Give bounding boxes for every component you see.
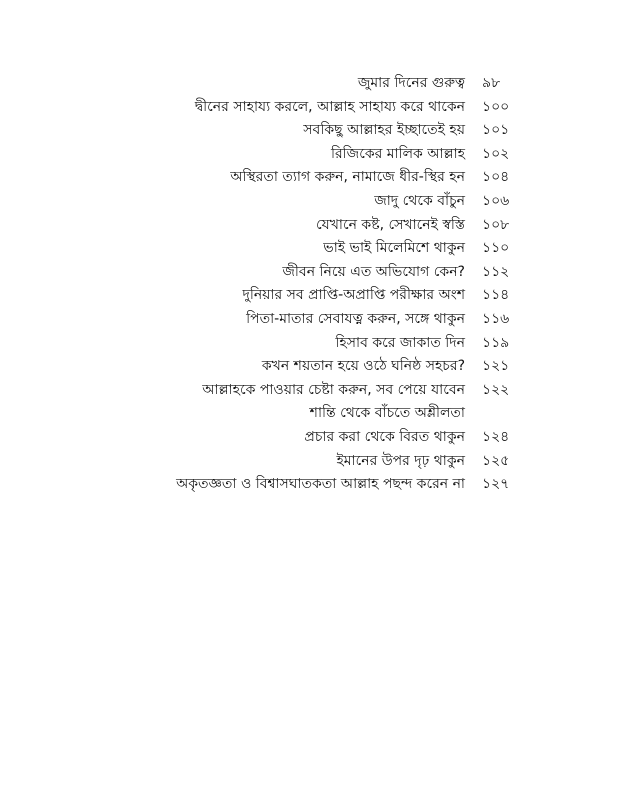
table-of-contents — [0, 72, 622, 497]
toc-entry — [0, 119, 622, 143]
toc-entry-title: জাদু থেকে বাঁচুন — [374, 192, 465, 209]
toc-entry-title: জুমার দিনের গুরুত্ব — [357, 75, 465, 91]
toc-entry-page: ১২৫ — [482, 452, 510, 469]
toc-entry — [0, 355, 622, 379]
toc-entry-title: রিজিকের মালিক আল্লাহ — [330, 145, 465, 162]
toc-entry-title: দুনিয়ার সব প্রাপ্তি-অপ্রাপ্তি পরীক্ষার অংশ — [242, 287, 465, 304]
toc-entry — [0, 190, 622, 214]
toc-entry-page: ১১০ — [482, 240, 510, 257]
toc-entry-page: ১২২ — [482, 381, 510, 398]
toc-entry-title: ইমানের উপর দৃঢ় থাকুন — [336, 452, 465, 469]
toc-entry — [0, 166, 622, 190]
toc-entry-title: সবকিছু আল্লাহর ইচ্ছাতেই হয় — [303, 122, 465, 139]
toc-entry-title: আল্লাহকে পাওয়ার চেষ্টা করুন, সব পেয়ে যাবেন — [202, 381, 465, 398]
toc-entry-page: ১০৪ — [482, 169, 510, 186]
toc-entry-page: ১০৮ — [482, 216, 510, 233]
toc-entry — [0, 143, 622, 167]
toc-entry — [0, 284, 622, 308]
toc-entry — [0, 237, 622, 261]
toc-entry — [0, 332, 622, 356]
toc-entry-page: ১০১ — [482, 122, 510, 139]
toc-entry-title: জীবন নিয়ে এত অভিযোগ কেন? — [282, 263, 465, 280]
toc-entry-page: ১২১ — [482, 358, 510, 375]
toc-entry-title: যেখানে কষ্ট, সেখানেই স্বস্তি — [315, 216, 465, 233]
toc-entry-page: ১১৪ — [482, 287, 510, 304]
toc-entry-title: অস্থিরতা ত্যাগ করুন, নামাজে ধীর-স্থির হন — [230, 169, 465, 186]
toc-entry — [0, 426, 622, 450]
toc-entry-title: হিসাব করে জাকাত দিন — [335, 334, 465, 351]
toc-entry-page: ১২৪ — [482, 428, 510, 445]
toc-entry — [0, 96, 622, 120]
toc-entry — [0, 473, 622, 497]
toc-entry — [0, 261, 622, 285]
toc-entry-page: ১১২ — [482, 263, 510, 280]
toc-entry-page: ৯৮ — [482, 75, 501, 91]
toc-entry-page: ১০৬ — [482, 192, 510, 209]
toc-entry — [0, 308, 622, 332]
toc-entry-page: ১১৯ — [482, 334, 510, 351]
toc-entry-title: কখন শয়তান হয়ে ওঠে ঘনিষ্ঠ সহচর? — [261, 358, 465, 375]
toc-entry — [0, 402, 622, 426]
toc-entry-title: ভাই ভাই মিলেমিশে থাকুন — [323, 240, 465, 257]
toc-entry-title: অকৃতজ্ঞতা ও বিশ্বাসঘাতকতা আল্লাহ পছন্দ করেন না — [176, 476, 465, 493]
toc-entry-title: প্রচার করা থেকে বিরত থাকুন — [304, 428, 465, 445]
toc-entry-page: ১২৭ — [482, 476, 510, 493]
toc-entry-page: ১০০ — [482, 98, 510, 115]
toc-entry-title: দ্বীনের সাহায্য করলে, আল্লাহ সাহায্য করে থাকেন — [194, 98, 465, 115]
toc-entry — [0, 214, 622, 238]
toc-entry-title: শান্তি থেকে বাঁচতে অশ্লীলতা — [309, 405, 465, 422]
toc-entry — [0, 72, 622, 96]
toc-entry-page: ১০২ — [482, 145, 510, 162]
toc-entry-page: ১১৬ — [482, 310, 510, 327]
toc-entry — [0, 379, 622, 403]
toc-entry — [0, 450, 622, 474]
toc-entry-title: পিতা-মাতার সেবাযত্ন করুন, সঙ্গে থাকুন — [246, 310, 465, 327]
